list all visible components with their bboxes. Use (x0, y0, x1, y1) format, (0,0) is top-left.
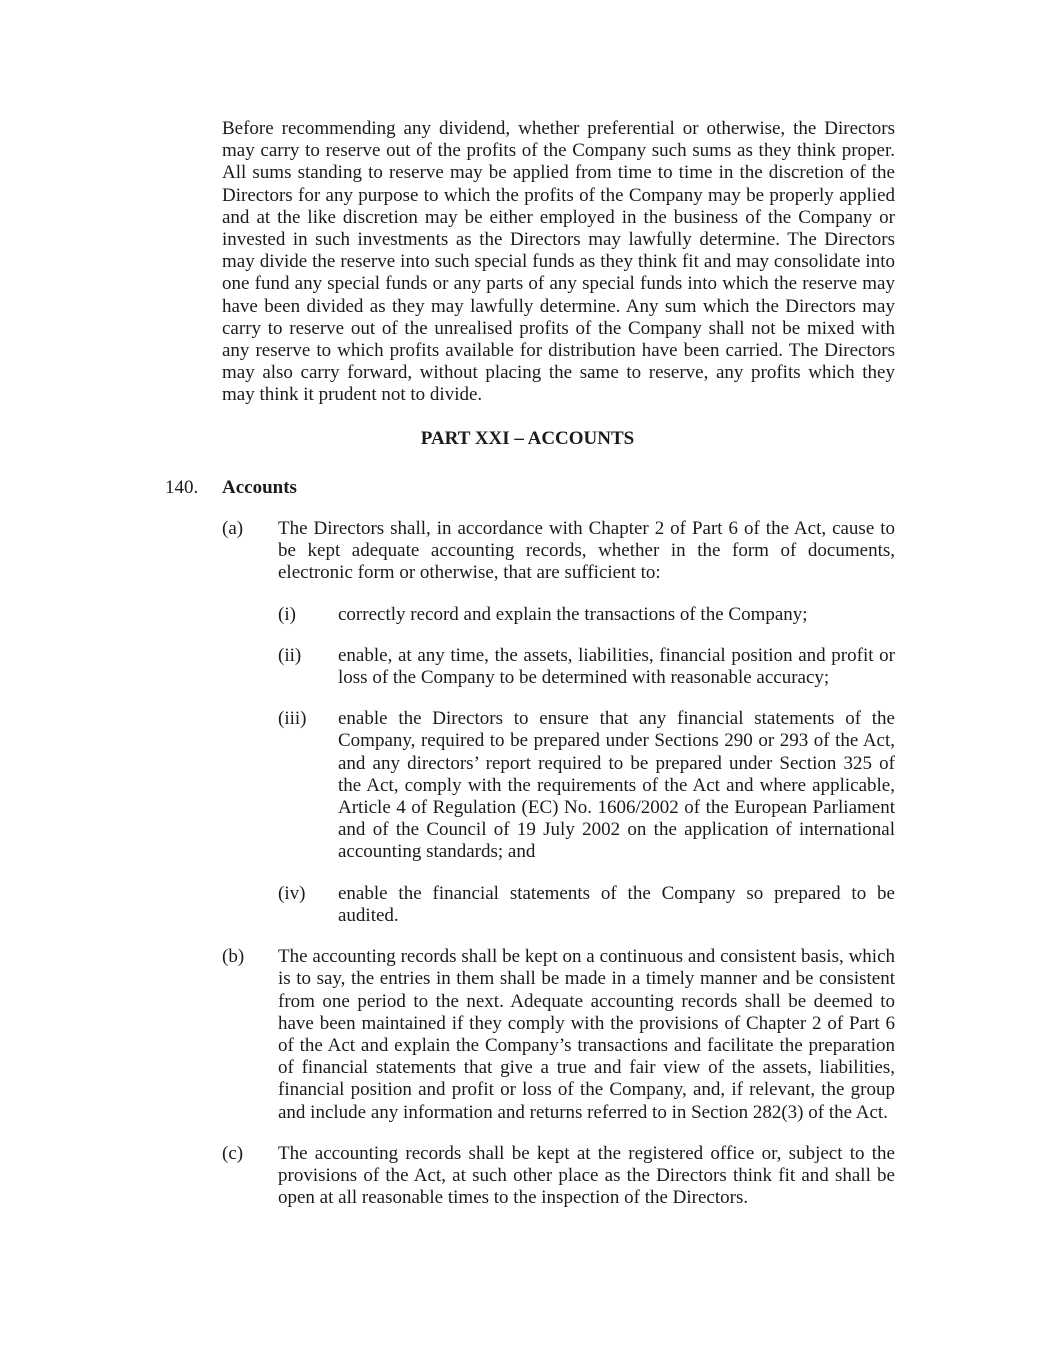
clause-item-c (222, 1142, 895, 1210)
subitem-iii-label: (iii) (278, 708, 307, 730)
clause-heading-row (165, 476, 895, 499)
clause-subitem-iii (278, 708, 895, 863)
intro-paragraph: Before recommending any dividend, whether preferential or otherwise, the Directors may carry to reserve out of the profits of the Company such sums as they think proper. All sums standing to reserve may be applied from time to time in the discretion of the Directors for any purpose to which the profits of the Company may be properly applied and at the like discretion may be either employed in the business of the Company or invested in such investments as the Directors may lawfully determine. The Directors may divide the reserve into such special funds as they think fit and may consolidate into one fund any special funds or any parts of any special funds into which the reserve may have been divided as they may lawfully determine. Any sum which the Directors may carry to reserve out of the unrealised profits of the Company shall not be mixed with any reserve to which profits available for distribution have been carried. The Directors may also carry forward, without placing the same to reserve, any profits which they may think it prudent not to divide. (222, 118, 895, 406)
subitem-ii-label: (ii) (278, 644, 302, 666)
item-a-text: The Directors shall, in accordance with Chapter 2 of Part 6 of the Act, cause to be kept adequate accounting records, whether in the form of documents, electronic form or otherwise, that are sufficient to: (278, 518, 895, 584)
part-heading: PART XXI – ACCOUNTS (420, 427, 635, 449)
clause-subitem-iv (278, 882, 895, 927)
subitem-iii-text: enable the Directors to ensure that any financial statements of the Company, required to be prepared under Sections 290 or 293 of the Act, and any directors’ report required to be prepared under Section 325 of the Act, comply with the requirements of the Act and where applicable, Article 4 of Regulation (EC) No. 1606/2002 of the European Parliament and of the Council of 19 July 2002 on the application of international accounting standards; and (338, 708, 895, 863)
subitem-i-label: (i) (278, 603, 296, 625)
item-c-label: (c) (222, 1142, 244, 1164)
clause-title: Accounts (222, 476, 297, 498)
item-a-label: (a) (222, 518, 244, 540)
page-content (0, 118, 1055, 1209)
item-b-text: The accounting records shall be kept on a continuous and consistent basis, which is to say, the entries in them shall be made in a timely manner and be consistent from one period to the next. Adequate accounting records shall be deemed to have been maintained if they comply with the provisions of Chapter 2 of Part 6 of the Act and explain the Company’s transactions and facilitate the preparation of financial statements that give a true and fair view of the assets, liabilities, financial position and profit or loss of the Company, and, if relevant, the group and include any information and returns referred to in Section 282(3) of the Act. (278, 946, 895, 1123)
subitem-ii-text: enable, at any time, the assets, liabilities, financial position and profit or loss of the Company to be determined with reasonable accuracy; (338, 644, 895, 689)
subitem-i-text: correctly record and explain the transactions of the Company; (338, 603, 808, 625)
clause-item-a (222, 518, 895, 585)
subitem-iv-text: enable the financial statements of the Company so prepared to be audited. (338, 882, 895, 926)
clause-item-b (222, 946, 895, 1124)
subitem-iv-label: (iv) (278, 882, 306, 904)
item-b-label: (b) (222, 946, 245, 968)
item-c-text: The accounting records shall be kept at the registered office or, subject to the provisions of the Act, at such other place as the Directors think fit and shall be open at all reasonable times to the inspection of the Directors. (278, 1142, 895, 1209)
clause-subitem-i (278, 603, 895, 626)
clause-number: 140. (165, 476, 199, 498)
clause-subitem-ii (278, 644, 895, 689)
